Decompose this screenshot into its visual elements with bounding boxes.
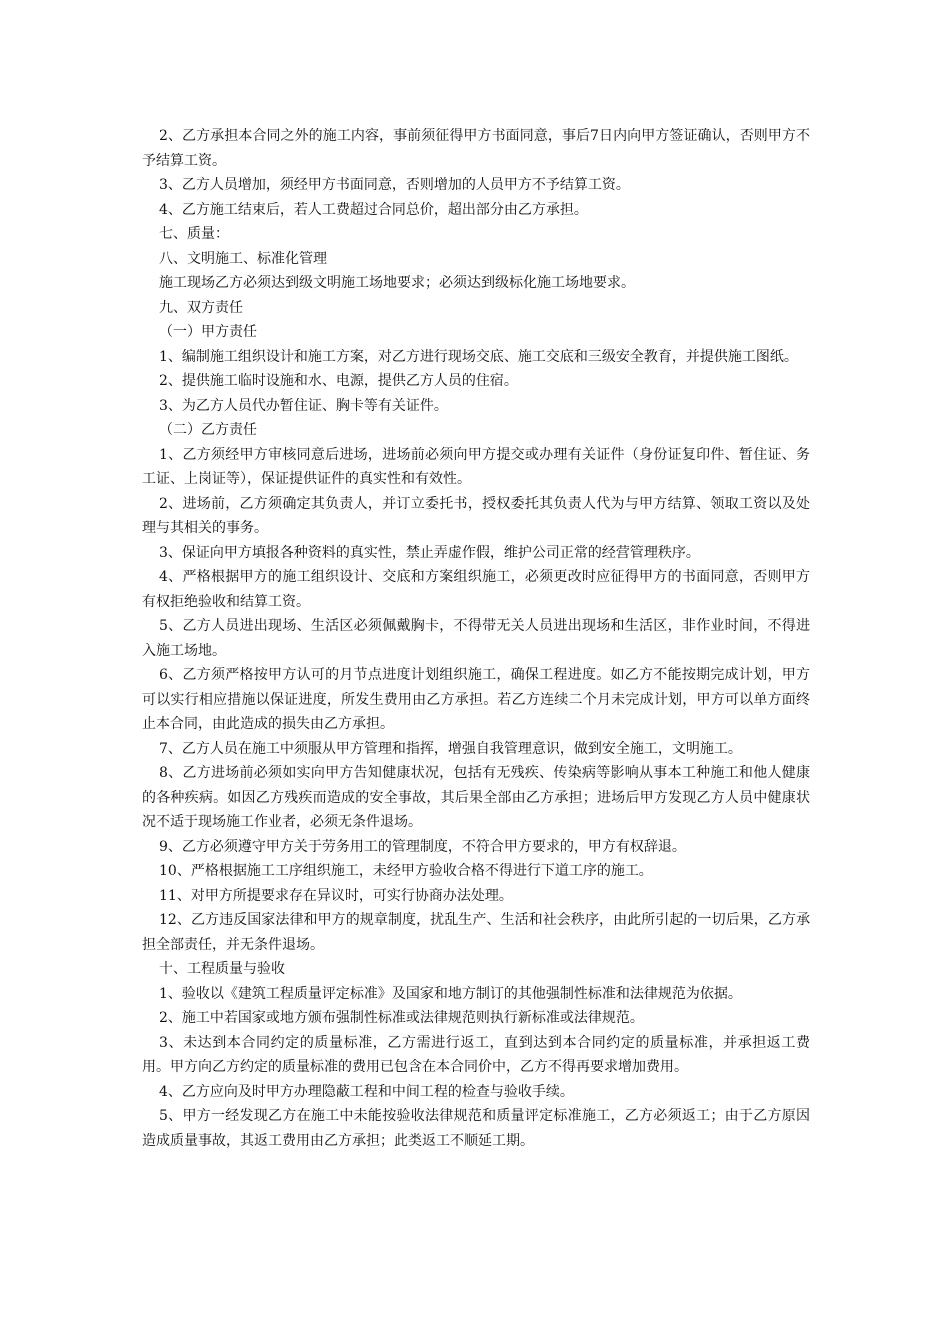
section-heading: 七、质量： — [159, 226, 229, 242]
paragraph: 5、甲方一经发现乙方在施工中未能按验收法律规范和质量评定标准施工，乙方必须返工；由于乙方原因造成质量事故，其返工费用由乙方承担；此类返工不顺延工期。 — [142, 1108, 810, 1149]
paragraph: 1、验收以《建筑工程质量评定标准》及国家和地方制订的其他强制性标准和法律规范为依据。 — [159, 985, 742, 1002]
paragraph: 2、提供施工临时设施和水、电源，提供乙方人员的住宿。 — [159, 373, 518, 389]
paragraph: 2、乙方承担本合同之外的施工内容，事前须征得甲方书面同意，事后7日内向甲方签证确认，否则甲方不予结算工资。 — [142, 128, 810, 169]
paragraph: 2、施工中若国家或地方颁布强制性标准或法律规范则执行新标准或法律规范。 — [159, 1010, 644, 1026]
paragraph: 4、乙方应向及时甲方办理隐蔽工程和中间工程的检查与验收手续。 — [159, 1083, 574, 1100]
subsection-heading: （二）乙方责任 — [159, 422, 257, 438]
paragraph: 10、严格根据施工工序组织施工，未经甲方验收合格不得进行下道工序的施工。 — [159, 863, 653, 879]
paragraph: 6、乙方须严格按甲方认可的月节点进度计划组织施工，确保工程进度。如乙方不能按期完成计划，甲方可以实行相应措施以保证进度，所发生费用由乙方承担。若乙方连续二个月未完成计划，甲方可以单方面终止本合同，由此造成的损失由乙方承担。 — [142, 667, 810, 732]
paragraph: 施工现场乙方必须达到级文明施工场地要求；必须达到级标化施工场地要求。 — [159, 275, 635, 291]
paragraph: 4、乙方施工结束后，若人工费超过合同总价，超出部分由乙方承担。 — [159, 201, 588, 218]
paragraph: 4、严格根据甲方的施工组织设计、交底和方案组织施工，必须更改时应征得甲方的书面同意，否则甲方有权拒绝验收和结算工资。 — [142, 569, 810, 610]
section-heading: 十、工程质量与验收 — [159, 961, 285, 977]
section-heading: 九、双方责任 — [159, 299, 243, 316]
paragraph: 7、乙方人员在施工中须服从甲方管理和指挥，增强自我管理意识，做到安全施工，文明施工。 — [159, 740, 742, 757]
paragraph: 12、乙方违反国家法律和甲方的规章制度，扰乱生产、生活和社会秩序，由此所引起的一切后果，乙方承担全部责任，并无条件退场。 — [142, 912, 810, 953]
paragraph: 3、为乙方人员代办暂住证、胸卡等有关证件。 — [159, 397, 448, 414]
paragraph: 3、保证向甲方填报各种资料的真实性，禁止弄虚作假，维护公司正常的经营管理秩序。 — [159, 544, 700, 561]
document-body — [142, 124, 810, 1153]
paragraph: 8、乙方进场前必须如实向甲方告知健康状况，包括有无残疾、传染病等影响从事本工种施工和他人健康的各种疾病。如因乙方残疾而造成的安全事故，其后果全部由乙方承担；进场后甲方发现乙方人员中健康状况不适于现场施工作业者，必须无条件退场。 — [142, 765, 810, 830]
paragraph: 2、进场前，乙方须确定其负责人，并订立委托书，授权委托其负责人代为与甲方结算、领取工资以及处理与其相关的事务。 — [142, 495, 810, 536]
paragraph: 5、乙方人员进出现场、生活区必须佩戴胸卡，不得带无关人员进出现场和生活区，非作业时间，不得进入施工场地。 — [142, 618, 810, 659]
paragraph: 3、乙方人员增加，须经甲方书面同意，否则增加的人员甲方不予结算工资。 — [159, 177, 630, 193]
paragraph: 1、编制施工组织设计和施工方案，对乙方进行现场交底、施工交底和三级安全教育，并提供施工图纸。 — [159, 348, 798, 365]
subsection-heading: （一）甲方责任 — [159, 324, 257, 340]
paragraph: 3、未达到本合同约定的质量标准，乙方需进行返工，直到达到本合同约定的质量标准，并承担返工费用。甲方向乙方约定的质量标准的费用已包含在本合同价中，乙方不得再要求增加费用。 — [142, 1034, 810, 1075]
paragraph: 11、对甲方所提要求存在异议时，可实行协商办法处理。 — [159, 887, 513, 904]
paragraph: 9、乙方必须遵守甲方关于劳务用工的管理制度，不符合甲方要求的，甲方有权辞退。 — [159, 838, 686, 855]
section-heading: 八、文明施工、标准化管理 — [159, 250, 327, 267]
paragraph: 1、乙方须经甲方审核同意后进场，进场前必须向甲方提交或办理有关证件（身份证复印件、暂住证、务工证、上岗证等），保证提供证件的真实性和有效性。 — [142, 446, 810, 487]
